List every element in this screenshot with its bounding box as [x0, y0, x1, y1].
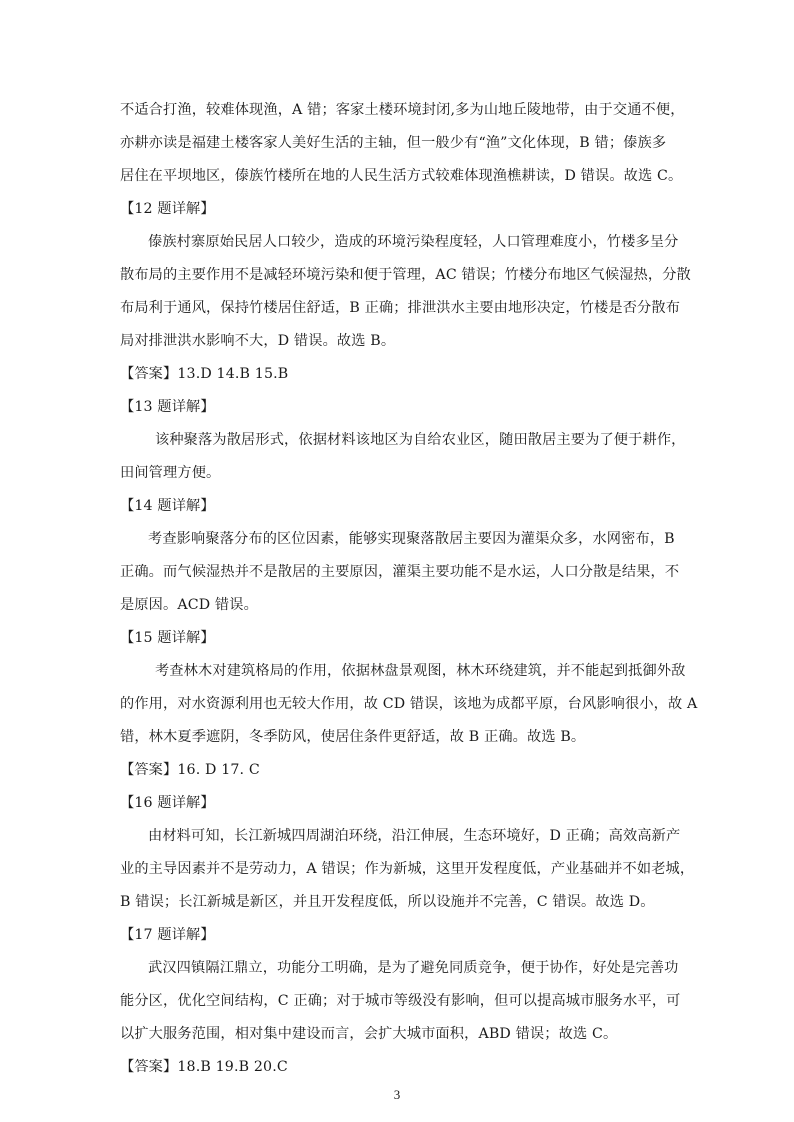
text-line: 散布局的主要作用不是减轻环境污染和便于管理，AC 错误；竹楼分布地区气候湿热，分散: [120, 267, 691, 283]
text-line: 错，林木夏季遮阴，冬季防风，使居住条件更舒适，故 B 正确。故选 B。: [120, 729, 586, 745]
section-heading: 【15 题详解】: [120, 630, 215, 646]
text-line: 布局利于通风，保持竹楼居住舒适，B 正确；排泄洪水主要由地形决定，竹楼是否分散布: [120, 300, 681, 316]
page-number: 3: [393, 1087, 401, 1102]
section-heading: 【16 题详解】: [120, 795, 215, 811]
answer-line: 【答案】18.B 19.B 20.C: [120, 1059, 288, 1075]
text-line: 考查林木对建筑格局的作用，依据林盘景观图，林木环绕建筑，并不能起到抵御外敌: [155, 663, 686, 679]
text-line: 正确。而气候湿热并不是散居的主要原因，灌渠主要功能不是水运，人口分散是结果，不: [120, 564, 680, 580]
text-line: 不适合打渔，较难体现渔，A 错；客家土楼环境封闭,多为山地丘陵地带，由于交通不便，: [120, 102, 685, 118]
text-line: 业的主导因素并不是劳动力，A 错误；作为新城，这里开发程度低，产业基础并不如老城，: [120, 861, 695, 877]
section-heading: 【12 题详解】: [120, 201, 215, 217]
text-line: 的作用，对水资源利用也无较大作用，故 CD 错误，该地为成都平原，台风影响很小，故 A: [120, 696, 698, 712]
text-line: 该种聚落为散居形式，依据材料该地区为自给农业区，随田散居主要为了便于耕作，: [155, 432, 686, 448]
text-line: 以扩大服务范围，相对集中建设而言，会扩大城市面积，ABD 错误；故选 C。: [120, 1026, 618, 1042]
text-line: 田间管理方便。: [120, 465, 221, 481]
section-heading: 【14 题详解】: [120, 498, 215, 514]
text-line: 武汉四镇隔江鼎立，功能分工明确，是为了避免同质竞争，便于协作，好处是完善功: [148, 960, 679, 976]
text-line: 是原因。ACD 错误。: [120, 597, 258, 613]
text-line: 局对排泄洪水影响不大，D 错误。故选 B。: [120, 333, 396, 349]
answer-line: 【答案】13.D 14.B 15.B: [120, 366, 289, 382]
section-heading: 【17 题详解】: [120, 927, 215, 943]
text-line: 居住在平坝地区，傣族竹楼所在地的人民生活方式较难体现渔樵耕读，D 错误。故选 C。: [120, 168, 683, 184]
text-line: 能分区，优化空间结构，C 正确；对于城市等级没有影响，但可以提高城市服务水平，可: [120, 993, 681, 1009]
text-line: 由材料可知，长江新城四周湖泊环绕，沿江伸展，生态环境好，D 正确；高效高新产: [148, 828, 681, 844]
text-line: 考查影响聚落分布的区位因素，能够实现聚落散居主要因为灌渠众多，水网密布，B: [148, 531, 675, 547]
section-heading: 【13 题详解】: [120, 399, 215, 415]
text-line: 亦耕亦读是福建土楼客家人美好生活的主轴，但一般少有“渔”文化体现，B 错；傣族多: [120, 135, 667, 151]
text-line: B 错误；长江新城是新区，并且开发程度低，所以设施并不完善，C 错误。故选 D。: [120, 894, 655, 910]
text-line: 傣族村寨原始民居人口较少，造成的环境污染程度轻，人口管理难度小，竹楼多呈分: [148, 234, 679, 250]
answer-line: 【答案】16. D 17. C: [120, 762, 260, 778]
